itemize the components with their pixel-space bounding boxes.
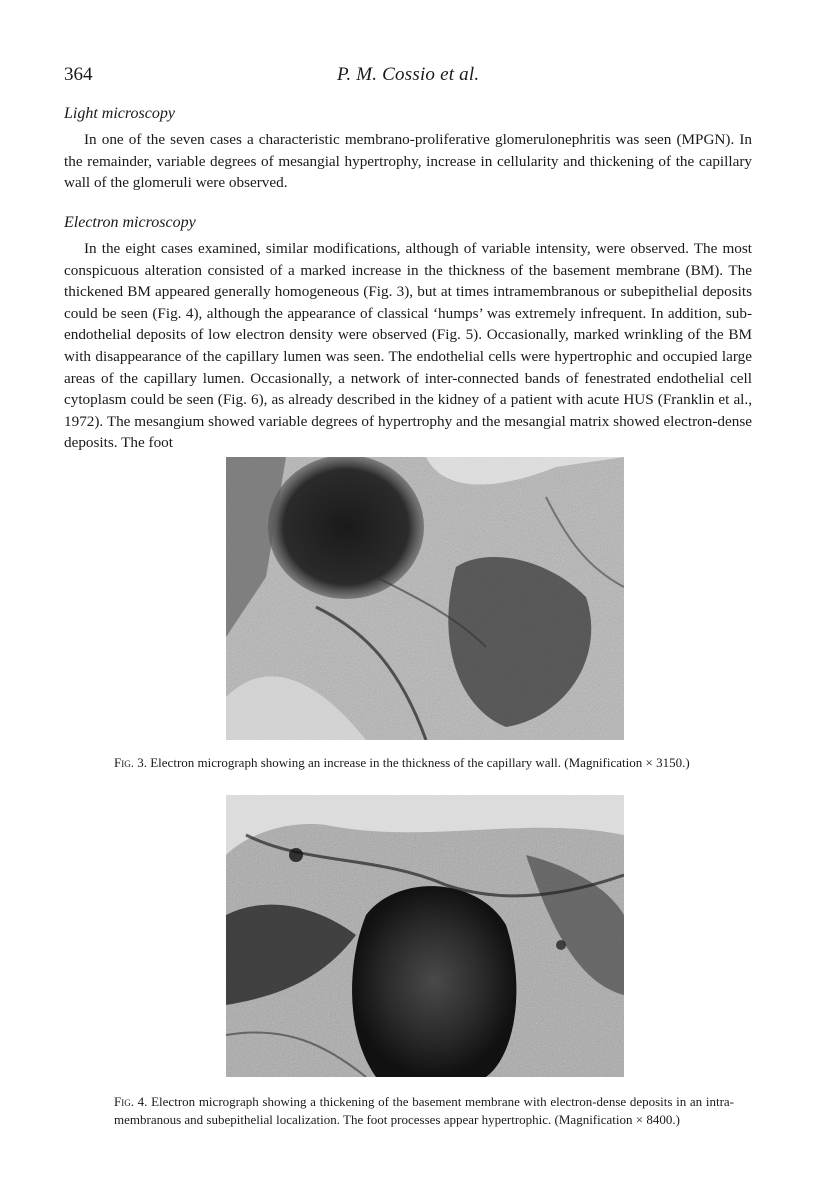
figure-4-label: Fig. 4. (114, 1094, 148, 1109)
section-electron-microscopy (64, 212, 752, 454)
page-number: 364 (64, 64, 93, 85)
section-heading-electron-microscopy: Electron microscopy (64, 214, 196, 231)
paragraph-light-microscopy: In one of the seven cases a characteristic membrano-proliferative glomerulonephritis was seen (MPGN). In the remainder, variable degrees of mesangial hypertrophy, increase in cellularity and thickening of the capillary wall of the glomeruli were observed. (64, 131, 752, 192)
running-head: P. M. Cossio et al. (337, 64, 480, 85)
micrograph-image-3 (226, 457, 624, 740)
figure-3-caption-text: Electron micrograph showing an increase in the thickness of the capillary wall. (Magnification × 3150.) (150, 755, 690, 770)
page-header (64, 64, 752, 94)
micrograph-image-4 (226, 795, 624, 1077)
figure-4-micrograph (226, 795, 624, 1077)
paragraph-electron-microscopy: In the eight cases examined, similar modifications, although of variable intensity, were observed. The most conspicuous alteration consisted of a marked increase in the thickness of the basement membrane (BM). The thickened BM appeared generally homogeneous (Fig. 3), but at times intramembranous or subepithelial deposits could be seen (Fig. 4), although the appearance of classical ‘humps’ was extremely infrequent. In addition, sub-endothelial deposits of low electron density were observed (Fig. 5). Occasionally, marked wrinkling of the BM with disappearance of the capillary lumen was seen. The endothelial cells were hypertrophic and occupied large areas of the capillary lumen. Occasionally, a network of inter-connected bands of fenestrated endothelial cell cytoplasm could be seen (Fig. 6), as already described in the kidney of a patient with acute HUS (Franklin et al., 1972). The mesangium showed variable degrees of hypertrophy and the mesangial matrix showed electron-dense deposits. The foot (64, 240, 752, 452)
section-light-microscopy (64, 103, 752, 194)
figure-4-caption-text: Electron micrograph showing a thickening of the basement membrane with electron-dense deposits in an intra-membranous and subepithelial localization. The foot processes appear hypertrophic. (Magnification × 8400.) (114, 1094, 735, 1127)
figure-3-label: Fig. 3. (114, 755, 147, 770)
section-heading-light-microscopy: Light microscopy (64, 105, 175, 122)
figure-3-caption (114, 754, 754, 772)
figure-3-micrograph (226, 457, 624, 740)
figure-4-caption (114, 1093, 734, 1129)
